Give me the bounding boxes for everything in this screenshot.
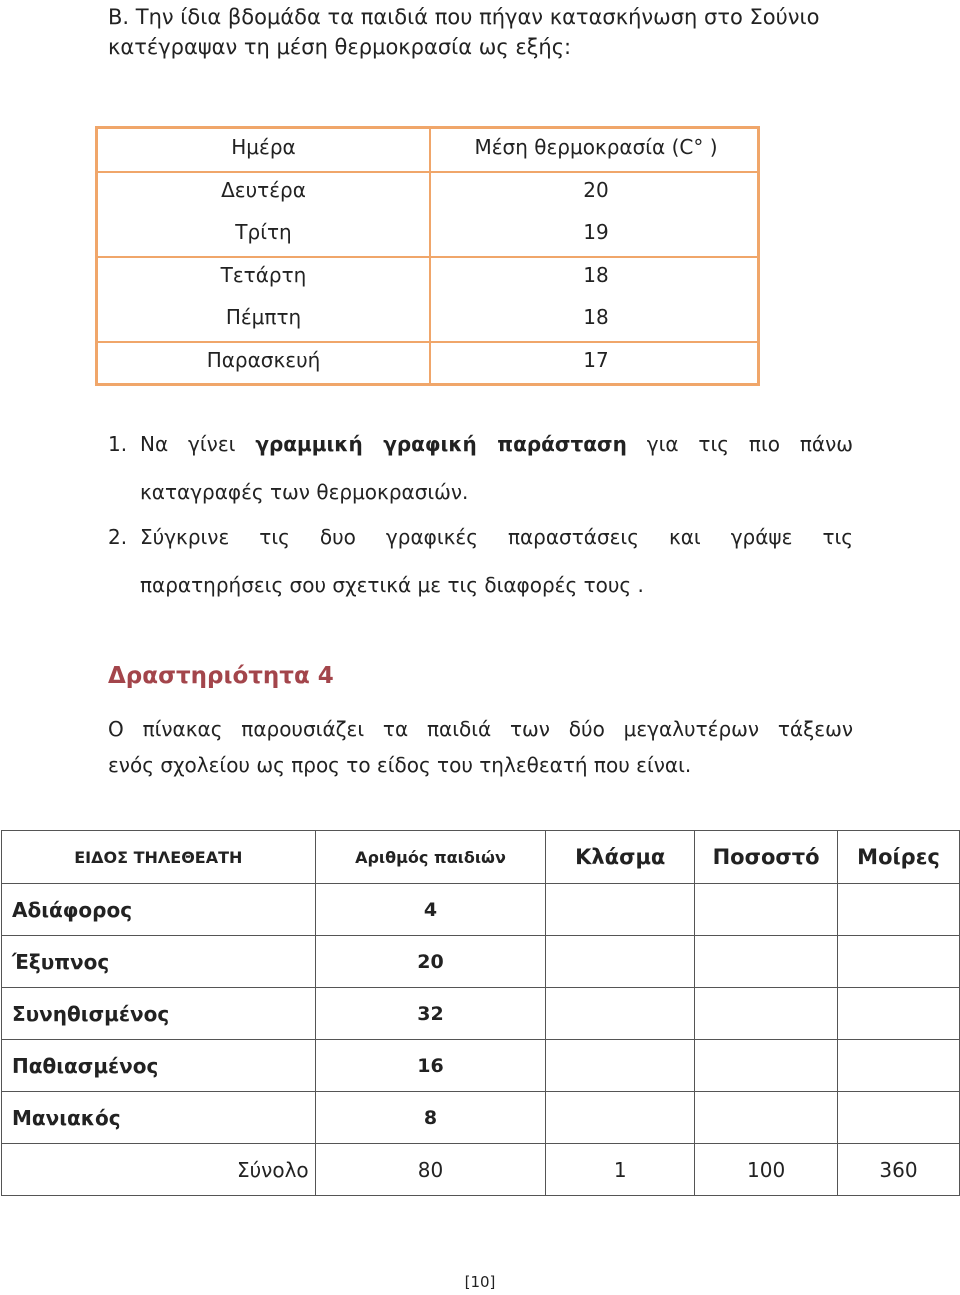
activity-line-2: ενός σχολείου ως προς το είδος του τηλεθεατή που είναι. [108,753,692,777]
viewer-type-cell: Μανιακός [2,1092,316,1144]
table-row [2,884,960,936]
day-cell: Τρίτη [235,220,292,244]
viewer-type-cell: Έξυπνος [2,936,316,988]
question-text: για τις πιο πάνω [646,432,853,456]
fraction-cell[interactable] [546,988,695,1040]
row-divider [98,341,757,343]
header-divider [98,171,757,173]
day-cell: Παρασκευή [206,348,321,372]
header-degrees: Μοίρες [838,831,960,884]
day-cell: Πέμπτη [225,305,302,329]
total-fraction: 1 [546,1144,695,1196]
temp-cell: 17 [583,348,609,372]
total-label: Σύνολο [2,1144,316,1196]
degrees-cell[interactable] [838,988,960,1040]
header-temperature: Μέση θερμοκρασία (C° ) [474,135,718,159]
question-1-line-1 [140,432,853,456]
page-number: [10] [464,1273,496,1291]
degrees-cell[interactable] [838,1092,960,1144]
children-count-cell: 32 [315,988,546,1040]
children-count-cell: 4 [315,884,546,936]
activity-title: Δραστηριότητα 4 [108,663,334,689]
total-row [2,1144,960,1196]
degrees-cell[interactable] [838,884,960,936]
question-text: Να γίνει [140,432,236,456]
activity-description [108,711,853,783]
header-day: Ημέρα [231,135,296,159]
temp-cell: 19 [583,220,609,244]
question-number: 1. [108,432,128,456]
header-children-count: Αριθμός παιδιών [315,831,546,884]
viewer-table [1,830,960,1196]
fraction-cell[interactable] [546,1092,695,1144]
degrees-cell[interactable] [838,936,960,988]
total-count: 80 [315,1144,546,1196]
children-count-cell: 16 [315,1040,546,1092]
percent-cell[interactable] [695,1092,838,1144]
question-2-line-2: παρατηρήσεις σου σχετικά με τις διαφορές τους . [140,573,644,597]
temp-cell: 18 [583,263,609,287]
children-count-cell: 20 [315,936,546,988]
question-emphasis: γραμμική γραφική παράσταση [255,432,627,456]
table-row [2,1092,960,1144]
intro-text [108,2,853,62]
question-number: 2. [108,525,128,549]
viewer-type-cell: Συνηθισμένος [2,988,316,1040]
day-cell: Δευτέρα [221,178,306,202]
day-cell: Τετάρτη [220,263,307,287]
percent-cell[interactable] [695,936,838,988]
percent-cell[interactable] [695,884,838,936]
total-percent: 100 [695,1144,838,1196]
percent-cell[interactable] [695,988,838,1040]
temperature-table [95,126,760,386]
fraction-cell[interactable] [546,884,695,936]
question-1-line-2: καταγραφές των θερμοκρασιών. [140,480,469,504]
table-row [2,1040,960,1092]
intro-line-1: Β. Την ίδια βδομάδα τα παιδιά που πήγαν κατασκήνωση στο Σούνιο [108,5,820,29]
header-fraction: Κλάσμα [546,831,695,884]
table-row [2,988,960,1040]
table-header-row [2,831,960,884]
fraction-cell[interactable] [546,936,695,988]
temp-cell: 20 [583,178,609,202]
viewer-type-cell: Αδιάφορος [2,884,316,936]
question-2-line-1: Σύγκρινε τις δυο γραφικές παραστάσεις και γράψε τις [140,525,853,549]
fraction-cell[interactable] [546,1040,695,1092]
temp-cell: 18 [583,305,609,329]
activity-line-1: Ο πίνακας παρουσιάζει τα παιδιά των δύο μεγαλυτέρων τάξεων [108,717,853,741]
table-row [2,936,960,988]
header-viewer-type: ΕΙΔΟΣ ΤΗΛΕΘΕΑΤΗ [2,831,316,884]
viewer-type-cell: Παθιασμένος [2,1040,316,1092]
total-degrees: 360 [838,1144,960,1196]
degrees-cell[interactable] [838,1040,960,1092]
intro-line-2: κατέγραψαν τη μέση θερμοκρασία ως εξής: [108,35,572,59]
children-count-cell: 8 [315,1092,546,1144]
row-divider [98,256,757,258]
percent-cell[interactable] [695,1040,838,1092]
header-percent: Ποσοστό [695,831,838,884]
